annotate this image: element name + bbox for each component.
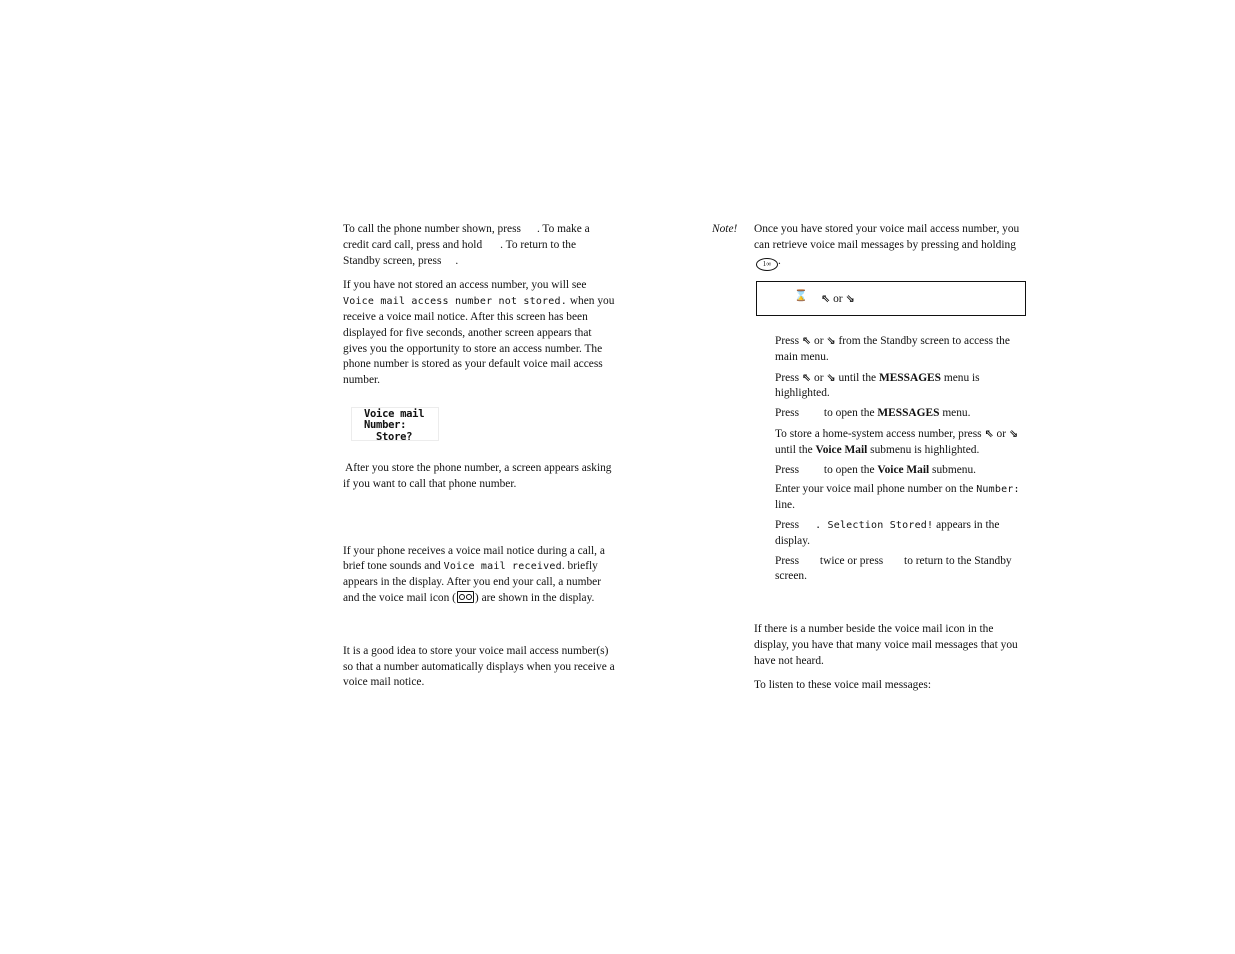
text: appears in the display. (775, 518, 1000, 547)
menu-name: MESSAGES (878, 371, 941, 384)
left-column (343, 222, 615, 691)
lcd-line: Voice mail (364, 407, 425, 420)
unheard-messages-section (754, 622, 1030, 694)
text: Enter your voice mail phone number on the (775, 483, 974, 496)
step (775, 426, 1030, 459)
right-column (712, 222, 1030, 702)
text: If your phone receives a voice mail notice during a call, a brief tone sounds and (343, 544, 605, 573)
text: to open the (823, 407, 875, 420)
step (775, 463, 1030, 479)
scroll-down-icon: ⇘ (845, 292, 855, 305)
text: submenu is highlighted. (870, 443, 980, 456)
menu-path (821, 291, 855, 308)
hourglass-icon: ⌛ (794, 289, 808, 302)
key-one-icon: 1∞ (756, 258, 778, 271)
step (775, 482, 1030, 514)
display-message: Voice mail access number not stored. (343, 296, 567, 308)
text: menu. (942, 407, 971, 420)
text: line. (775, 499, 795, 512)
text: Press (775, 554, 800, 567)
text: when you receive a voice mail notice. After this screen has been displayed for five seconds, another screen appears that gives you the opportunity to store an access number. The phone number is stored as your default voice mail access number. (343, 295, 615, 387)
text: ) are shown in the display. (474, 591, 595, 604)
text: or (814, 335, 824, 347)
after-store-paragraph: After you store the phone number, a screen appears asking if you want to call that phone number. (343, 461, 612, 490)
text: To call the phone number shown, press (343, 223, 521, 235)
display-message: Voice mail received (443, 561, 562, 573)
display-message: . Selection Stored! (815, 519, 934, 531)
text: until the (775, 443, 813, 456)
scroll-down-icon: ⇘ (826, 334, 836, 347)
text: Press (775, 463, 800, 476)
scroll-up-icon: ⇖ (801, 370, 812, 384)
text: from the Standby screen to access the main menu. (775, 335, 1010, 363)
step (775, 518, 1030, 550)
voicemail-icon (457, 591, 474, 603)
step (775, 333, 1030, 366)
text: submenu. (932, 463, 977, 476)
text: If you have not stored an access number, you will see (343, 279, 587, 292)
lcd-screen (351, 407, 439, 441)
menu-name: MESSAGES (877, 407, 940, 420)
text: . To return to the Standby screen, press (343, 238, 577, 267)
lcd-line: Store? (376, 430, 413, 443)
during-call-paragraph (343, 544, 615, 607)
menu-name: Voice Mail (815, 443, 868, 456)
text: . briefly appears in the display. After you end your call, a number and the voice mail icon ( (343, 560, 602, 604)
scroll-up-icon: ⇖ (801, 334, 812, 347)
step (775, 554, 1030, 586)
text: Press (775, 407, 800, 420)
text: Press (775, 518, 800, 531)
text: To store a home-system access number, press (775, 427, 982, 440)
note-label: Note! (712, 223, 738, 235)
text: . (455, 254, 459, 267)
not-stored-paragraph (343, 278, 615, 389)
note-text (754, 222, 1030, 271)
text: or (833, 293, 843, 305)
text: to return to the Standby screen. (775, 554, 1012, 583)
text: Press (775, 335, 800, 347)
scroll-down-icon: ⇘ (1008, 426, 1019, 440)
lcd-line: Number: (364, 419, 407, 432)
display-message: Number: (976, 484, 1020, 496)
text: menu is highlighted. (775, 371, 980, 400)
step-list (775, 333, 1030, 589)
text: Press (775, 371, 800, 384)
menu-path-box (756, 281, 1026, 316)
scroll-down-icon: ⇘ (826, 370, 836, 384)
text: Once you have stored your voice mail access number, you can retrieve voice mail messages by pressing and holding (754, 223, 1020, 251)
text: to open the (823, 463, 875, 476)
step (775, 406, 1030, 422)
unheard-paragraph: If there is a number beside the voice mail icon in the display, you have that many voice mail messages that you have not heard. (754, 623, 1018, 667)
step (775, 370, 1030, 403)
text: or (814, 371, 824, 384)
text: . (778, 254, 781, 267)
scroll-up-icon: ⇖ (984, 426, 994, 440)
scroll-up-icon: ⇖ (821, 292, 831, 305)
listen-paragraph: To listen to these voice mail messages: (754, 679, 931, 692)
text: or (996, 427, 1007, 440)
text: . To make a credit card call, press and hold (343, 223, 590, 251)
text: twice or press (819, 554, 884, 567)
good-idea-paragraph: It is a good idea to store your voice mail access number(s) so that a number automatically displays when you receive a voice mail notice. (343, 644, 615, 689)
call-instructions (343, 222, 615, 269)
menu-name: Voice Mail (877, 463, 930, 476)
text: until the (838, 371, 877, 384)
